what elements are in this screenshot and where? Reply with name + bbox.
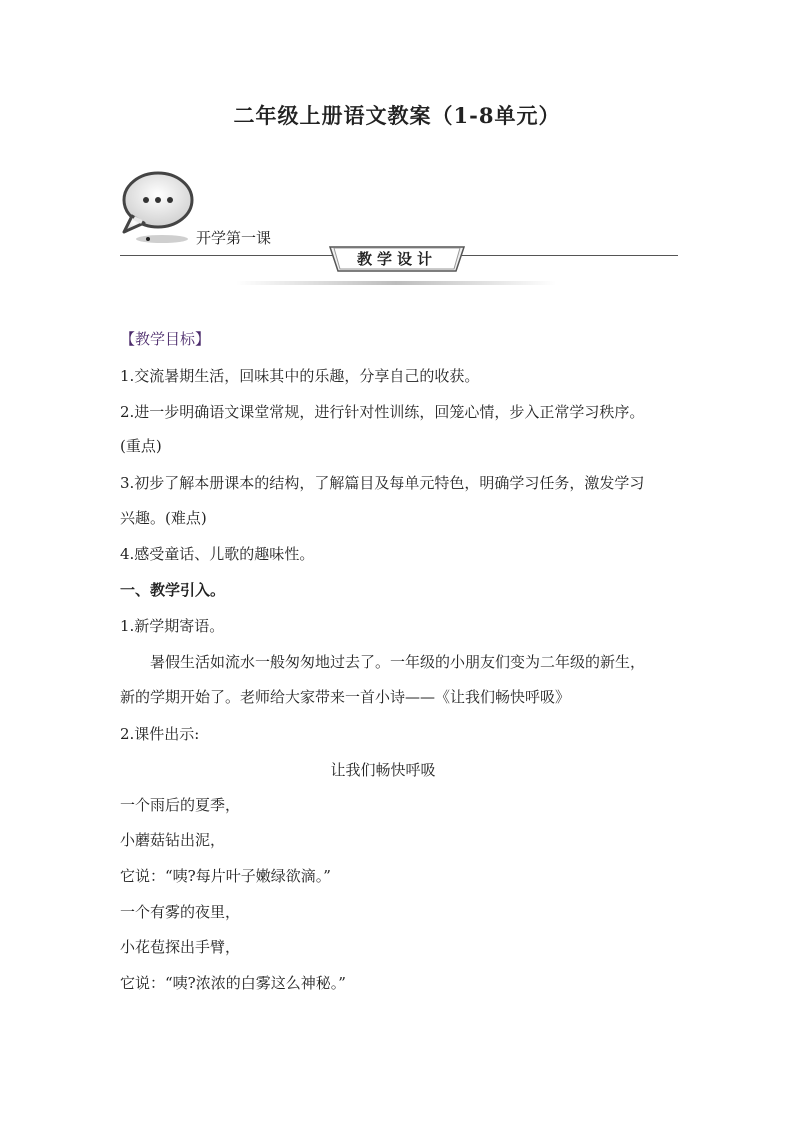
- poem-line: 一个有雾的夜里，: [120, 903, 241, 921]
- poem-title: 让我们畅快呼吸: [330, 761, 436, 779]
- section-heading: 一、教学引入。: [120, 581, 226, 599]
- objective-3: 3.初步了解本册课本的结构，了解篇目及每单元特色，明确学习任务，激发学习: [120, 474, 645, 492]
- banner-shadow: [236, 280, 556, 286]
- poem-line: 它说：“咦?浓浓的白雾这么神秘。”: [120, 974, 346, 992]
- objective-3-cont: 兴趣。(难点): [120, 509, 207, 527]
- objective-2-note: (重点): [120, 437, 162, 455]
- page-title: 二年级上册语文教案（1-8单元）: [233, 103, 561, 128]
- paragraph-line-2: 新的学期开始了。老师给大家带来一首小诗——《让我们畅快呼吸》: [120, 688, 571, 706]
- poem-line: 一个雨后的夏季，: [120, 796, 241, 814]
- step-2: 2.课件出示:: [120, 725, 200, 743]
- lesson-name: 开学第一课: [196, 229, 272, 247]
- step-1: 1.新学期寄语。: [120, 617, 225, 635]
- poem-line: 它说：“咦?每片叶子嫩绿欲滴。”: [120, 867, 331, 885]
- poem-line: 小花苞探出手臂，: [120, 938, 241, 956]
- speech-bubble-icon: [118, 168, 200, 248]
- poem-line: 小蘑菇钻出泥，: [120, 831, 226, 849]
- section-banner: 教学设计: [356, 250, 437, 268]
- objective-2: 2.进一步明确语文课堂常规，进行针对性训练，回笼心情，步入正常学习秩序。: [120, 403, 645, 421]
- objective-1: 1.交流暑期生活，回味其中的乐趣，分享自己的收获。: [120, 367, 480, 385]
- paragraph-line-1: 暑假生活如流水一般匆匆地过去了。一年级的小朋友们变为二年级的新生，: [150, 653, 646, 671]
- objective-4: 4.感受童话、儿歌的趣味性。: [120, 545, 315, 563]
- objectives-heading: 【教学目标】: [120, 330, 211, 348]
